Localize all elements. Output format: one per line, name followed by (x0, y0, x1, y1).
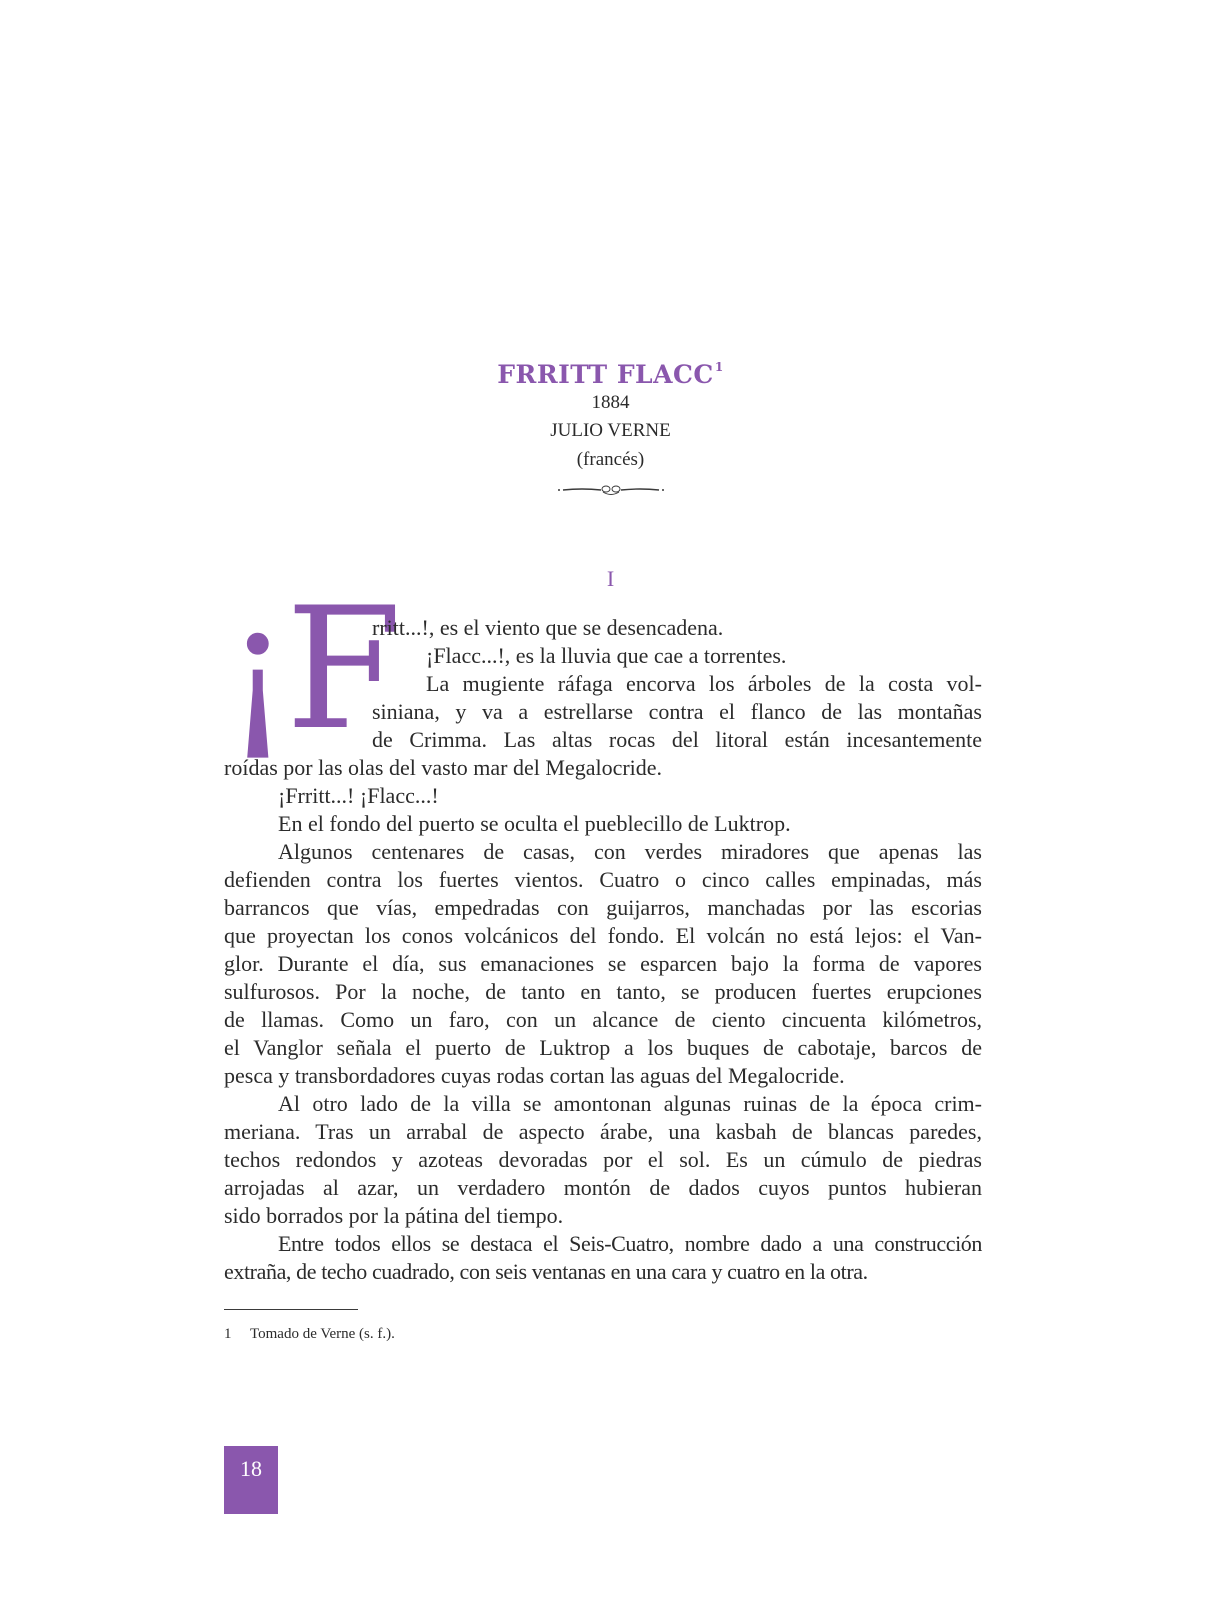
original-language: (francés) (576, 449, 645, 470)
body-line: barrancos que vías, empedradas con guijarros, manchadas por las escorias (224, 895, 982, 920)
body-line: siniana, y va a estrellarse contra el flanco de las montañas (372, 699, 982, 724)
body-line: extraña, de techo cuadrado, con seis ventanas en una cara y cuatro en la otra. (224, 1259, 868, 1284)
body-line: meriana. Tras un arrabal de aspecto árabe, una kasbah de blancas paredes, (224, 1119, 982, 1144)
footnote-divider (224, 1309, 358, 1310)
body-line: pesca y transbordadores cuyas rodas cortan las aguas del Megalocride. (224, 1063, 845, 1088)
footnote-number: 1 (224, 1326, 232, 1342)
body-line: ¡Flacc...!, es la lluvia que cae a torrentes. (426, 643, 787, 668)
drop-cap-letters: ¡F (224, 571, 397, 767)
body-line: arrojadas al azar, un verdadero montón de dados cuyos puntos hubieran (224, 1175, 982, 1200)
body-line: sido borrados por la pátina del tiempo. (224, 1203, 564, 1228)
body-line: de llamas. Como un faro, con un alcance de ciento cincuenta kilómetros, (224, 1007, 982, 1032)
footnote-text: Tomado de Verne (s. f.). (250, 1326, 395, 1342)
body-line: La mugiente ráfaga encorva los árboles de la costa vol- (426, 671, 982, 696)
author-name: JULIO VERNE (550, 420, 671, 441)
body-line: de Crimma. Las altas rocas del litoral están incesantemente (372, 727, 982, 752)
body-line: En el fondo del puerto se oculta el pueblecillo de Luktrop. (278, 811, 791, 836)
story-title (0, 360, 1221, 389)
body-line: Entre todos ellos se destaca el Seis-Cuatro, nombre dado a una construcción (278, 1231, 982, 1256)
page-number-box (224, 1446, 278, 1514)
footnote-reference: 1 (714, 360, 724, 374)
body-line: Algunos centenares de casas, con verdes miradores que apenas las (278, 839, 982, 864)
body-line: defienden contra los fuertes vientos. Cuatro o cinco calles empinadas, más (224, 867, 982, 892)
body-line: roídas por las olas del vasto mar del Megalocride. (224, 755, 663, 780)
body-line: ¡Frritt...! ¡Flacc...! (278, 783, 439, 808)
drop-cap (224, 571, 397, 767)
story-title-text: FRRITT FLACC (497, 360, 714, 389)
body-line: que proyectan los conos volcánicos del fondo. El volcán no está lejos: el Van- (224, 923, 982, 948)
page-number: 18 (240, 1456, 262, 1481)
body-line: glor. Durante el día, sus emanaciones se esparcen bajo la forma de vapores (224, 951, 982, 976)
footnote (224, 1326, 395, 1343)
body-line: rritt...!, es el viento que se desencadena. (372, 615, 724, 640)
chapter-number: I (606, 566, 615, 591)
publication-year: 1884 (591, 392, 630, 413)
body-line: techos redondos y azoteas devoradas por el sol. Es un cúmulo de piedras (224, 1147, 982, 1172)
body-line: sulfurosos. Por la noche, de tanto en tanto, se producen fuertes erupciones (224, 979, 982, 1004)
body-line: Al otro lado de la villa se amontonan algunas ruinas de la época crim- (278, 1091, 982, 1116)
ornament-divider-icon (557, 483, 665, 497)
body-line: el Vanglor señala el puerto de Luktrop a los buques de cabotaje, barcos de (224, 1035, 982, 1060)
